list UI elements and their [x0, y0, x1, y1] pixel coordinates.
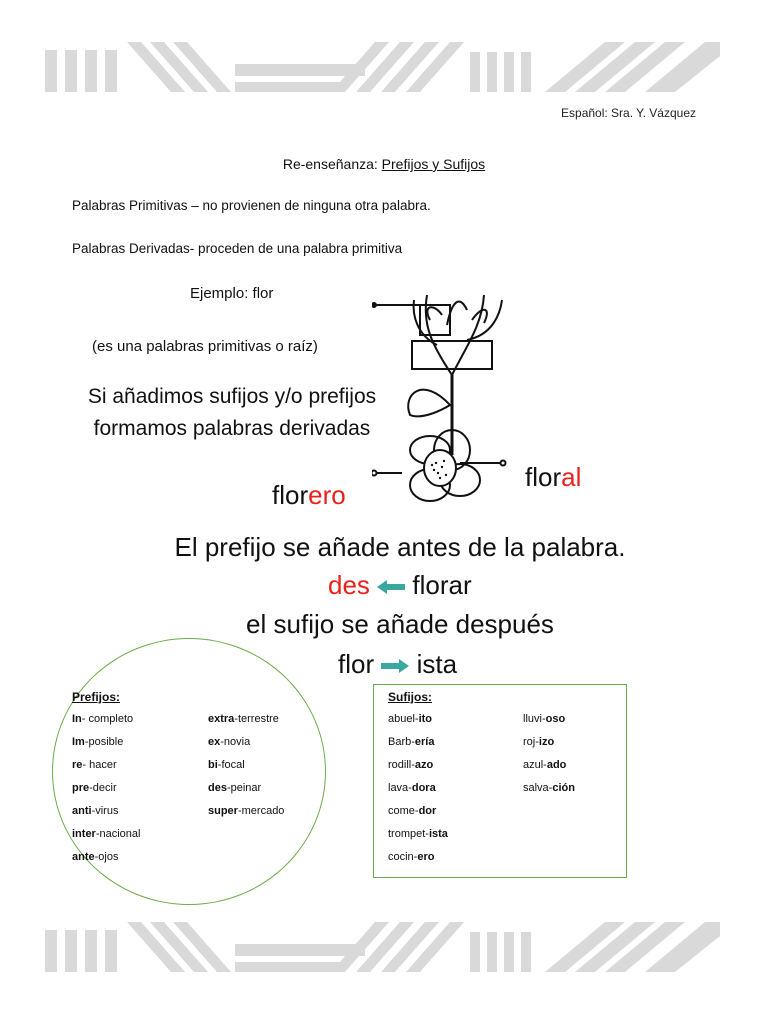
- example-line-1: Si añadimos sufijos y/o prefijos: [87, 385, 377, 408]
- prefijos-col-1: [72, 708, 140, 869]
- decorative-header-band: [45, 42, 720, 92]
- list-item: Barb-ería: [388, 736, 435, 748]
- prefijos-col-2: [208, 708, 284, 823]
- list-item: re- hacer: [72, 759, 117, 771]
- list-item: rodill-azo: [388, 759, 434, 771]
- list-item: come-dor: [388, 805, 437, 817]
- decorative-footer-band: [45, 922, 720, 972]
- list-item: extra-terrestre: [208, 713, 279, 725]
- arrow-left-icon: [377, 580, 405, 594]
- list-item: abuel-ito: [388, 713, 433, 725]
- page-title: [0, 156, 768, 172]
- floral-suffix: al: [561, 462, 582, 492]
- suffix-example-suffix: ista: [416, 649, 458, 679]
- list-item: ex-novia: [208, 736, 251, 748]
- prefijos-heading: Prefijos:: [72, 690, 121, 704]
- example-label: Ejemplo: flor: [190, 285, 274, 302]
- prefix-example: [328, 570, 472, 601]
- sufijos-heading: Sufijos:: [388, 690, 432, 704]
- derived-word-florero: [272, 480, 346, 511]
- prefix-example-word: florar: [412, 570, 472, 600]
- list-item: inter-nacional: [72, 828, 141, 840]
- derived-word-floral: [525, 462, 581, 493]
- list-item: super-mercado: [208, 805, 285, 817]
- list-item: roj-izo: [523, 736, 555, 748]
- list-item: des-peinar: [208, 782, 262, 794]
- definition-derivadas: Palabras Derivadas- proceden de una palabra primitiva: [72, 241, 403, 256]
- suffix-example: [338, 649, 457, 680]
- floral-root: flor: [525, 462, 562, 492]
- flower-diagram: [372, 285, 512, 525]
- florero-root: flor: [272, 480, 309, 510]
- list-item: azul-ado: [523, 759, 567, 771]
- list-item: bi-focal: [208, 759, 245, 771]
- example-line-2: formamos palabras derivadas: [93, 417, 371, 440]
- list-item: salva-ción: [523, 782, 575, 794]
- author-label: Español: Sra. Y. Vázquez: [561, 106, 696, 120]
- list-item: In- completo: [72, 713, 134, 725]
- list-item: lava-dora: [388, 782, 436, 794]
- list-item: trompet-ista: [388, 828, 448, 840]
- list-item: cocin-ero: [388, 851, 435, 863]
- florero-suffix: ero: [308, 480, 346, 510]
- list-item: lluvi-oso: [523, 713, 566, 725]
- suffix-rule: el sufijo se añade después: [246, 609, 554, 639]
- suffix-example-word: flor: [338, 649, 375, 679]
- title-prefix: Re-enseñanza:: [282, 156, 382, 172]
- sufijos-col-1: [388, 708, 448, 869]
- definition-primitivas: Palabras Primitivas – no provienen de ninguna otra palabra.: [72, 198, 431, 213]
- prefix-rule: El prefijo se añade antes de la palabra.: [174, 532, 626, 562]
- list-item: Im-posible: [72, 736, 124, 748]
- prefix-example-prefix: des: [328, 570, 370, 600]
- title-topic: Prefijos y Sufijos: [381, 156, 486, 172]
- example-note: (es una palabras primitivas o raíz): [92, 338, 318, 355]
- arrow-right-icon: [381, 659, 409, 673]
- list-item: ante-ojos: [72, 851, 119, 863]
- sufijos-col-2: [523, 708, 575, 800]
- list-item: pre-decir: [72, 782, 117, 794]
- list-item: anti-virus: [72, 805, 119, 817]
